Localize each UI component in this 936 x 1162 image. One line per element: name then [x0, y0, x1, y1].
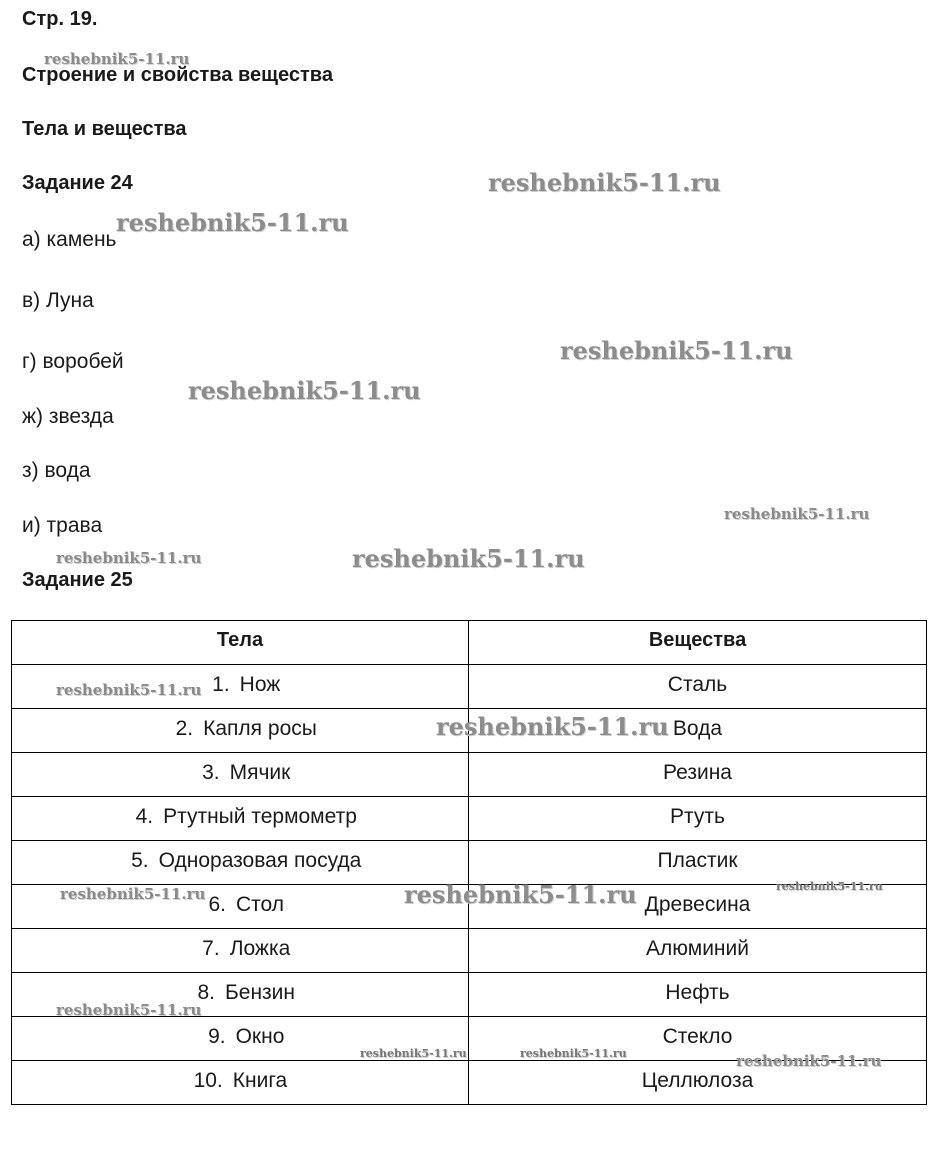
body-cell	[12, 973, 469, 1017]
watermark: reshebnik5-11.ru	[736, 1052, 882, 1070]
watermark: reshebnik5-11.ru	[436, 712, 669, 741]
substance-cell: Вода	[469, 709, 927, 753]
row-number: 5.	[131, 848, 149, 872]
table-row	[12, 709, 927, 753]
body-cell	[12, 841, 469, 885]
substance-cell: Сталь	[469, 665, 927, 709]
watermark: reshebnik5-11.ru	[56, 681, 202, 699]
table-row	[12, 885, 927, 929]
header-bodies: Тела	[12, 621, 469, 665]
task24-item: з) вода	[22, 459, 91, 482]
table-row	[12, 841, 927, 885]
task25-title: Задание 25	[22, 569, 133, 591]
task24-title: Задание 24	[22, 172, 133, 194]
substance-cell: Ртуть	[469, 797, 927, 841]
table-header-row	[12, 621, 927, 665]
watermark: reshebnik5-11.ru	[560, 336, 793, 365]
body-cell	[12, 797, 469, 841]
watermark: reshebnik5-11.ru	[188, 376, 421, 405]
watermark: reshebnik5-11.ru	[360, 1047, 467, 1060]
row-number: 9.	[208, 1024, 226, 1048]
watermark: reshebnik5-11.ru	[44, 50, 190, 68]
task24-item: а) камень	[22, 228, 117, 251]
body-name: Капля росы	[203, 716, 317, 740]
row-number: 3.	[202, 760, 220, 784]
header-substances: Вещества	[469, 621, 927, 665]
body-name: Книга	[232, 1068, 288, 1092]
task24-item: и) трава	[22, 514, 103, 537]
substance-cell: Пластик	[469, 841, 927, 885]
row-number: 7.	[202, 936, 220, 960]
table-row	[12, 1017, 927, 1061]
table-row	[12, 973, 927, 1017]
body-name: Окно	[235, 1024, 285, 1048]
body-cell	[12, 1061, 469, 1105]
watermark: reshebnik5-11.ru	[776, 880, 883, 893]
body-cell	[12, 1017, 469, 1061]
watermark: reshebnik5-11.ru	[520, 1047, 627, 1060]
body-name: Стол	[235, 892, 285, 916]
body-name: Ртутный термометр	[163, 804, 357, 828]
watermark: reshebnik5-11.ru	[56, 1001, 202, 1019]
body-name: Бензин	[224, 980, 295, 1004]
watermark: reshebnik5-11.ru	[724, 505, 870, 523]
task24-item: ж) звезда	[22, 405, 114, 428]
body-name: Мячик	[229, 760, 291, 784]
bodies-substances-table	[11, 620, 927, 1105]
body-name: Одноразовая посуда	[158, 848, 362, 872]
row-number: 6.	[208, 892, 226, 916]
watermark: reshebnik5-11.ru	[352, 544, 585, 573]
table-row	[12, 929, 927, 973]
watermark: reshebnik5-11.ru	[60, 885, 206, 903]
section-title: Строение и свойства вещества	[22, 64, 333, 86]
task24-item: г) воробей	[22, 350, 124, 373]
row-number: 4.	[135, 804, 154, 828]
subsection-title: Тела и вещества	[22, 118, 187, 140]
body-cell	[12, 753, 469, 797]
substance-cell: Алюминий	[469, 929, 927, 973]
substance-cell: Резина	[469, 753, 927, 797]
body-name: Ложка	[229, 936, 291, 960]
body-cell	[12, 665, 469, 709]
substance-cell: Древесина	[469, 885, 927, 929]
watermark: reshebnik5-11.ru	[116, 208, 349, 237]
table-row	[12, 753, 927, 797]
row-number: 1.	[212, 672, 230, 696]
table-row	[12, 665, 927, 709]
table-row	[12, 1061, 927, 1105]
body-cell	[12, 929, 469, 973]
watermark: reshebnik5-11.ru	[56, 549, 202, 567]
row-number: 10.	[193, 1068, 223, 1092]
body-cell	[12, 709, 469, 753]
body-name: Нож	[239, 672, 281, 696]
substance-cell: Нефть	[469, 973, 927, 1017]
body-cell	[12, 885, 469, 929]
row-number: 8.	[197, 980, 215, 1004]
page-ref: Стр. 19.	[22, 8, 98, 30]
substance-cell: Стекло	[469, 1017, 927, 1061]
row-number: 2.	[175, 716, 194, 740]
watermark: reshebnik5-11.ru	[488, 168, 721, 197]
table-row	[12, 797, 927, 841]
substance-cell: Целлюлоза	[469, 1061, 927, 1105]
watermark: reshebnik5-11.ru	[404, 880, 637, 909]
task24-item: в) Луна	[22, 289, 94, 312]
